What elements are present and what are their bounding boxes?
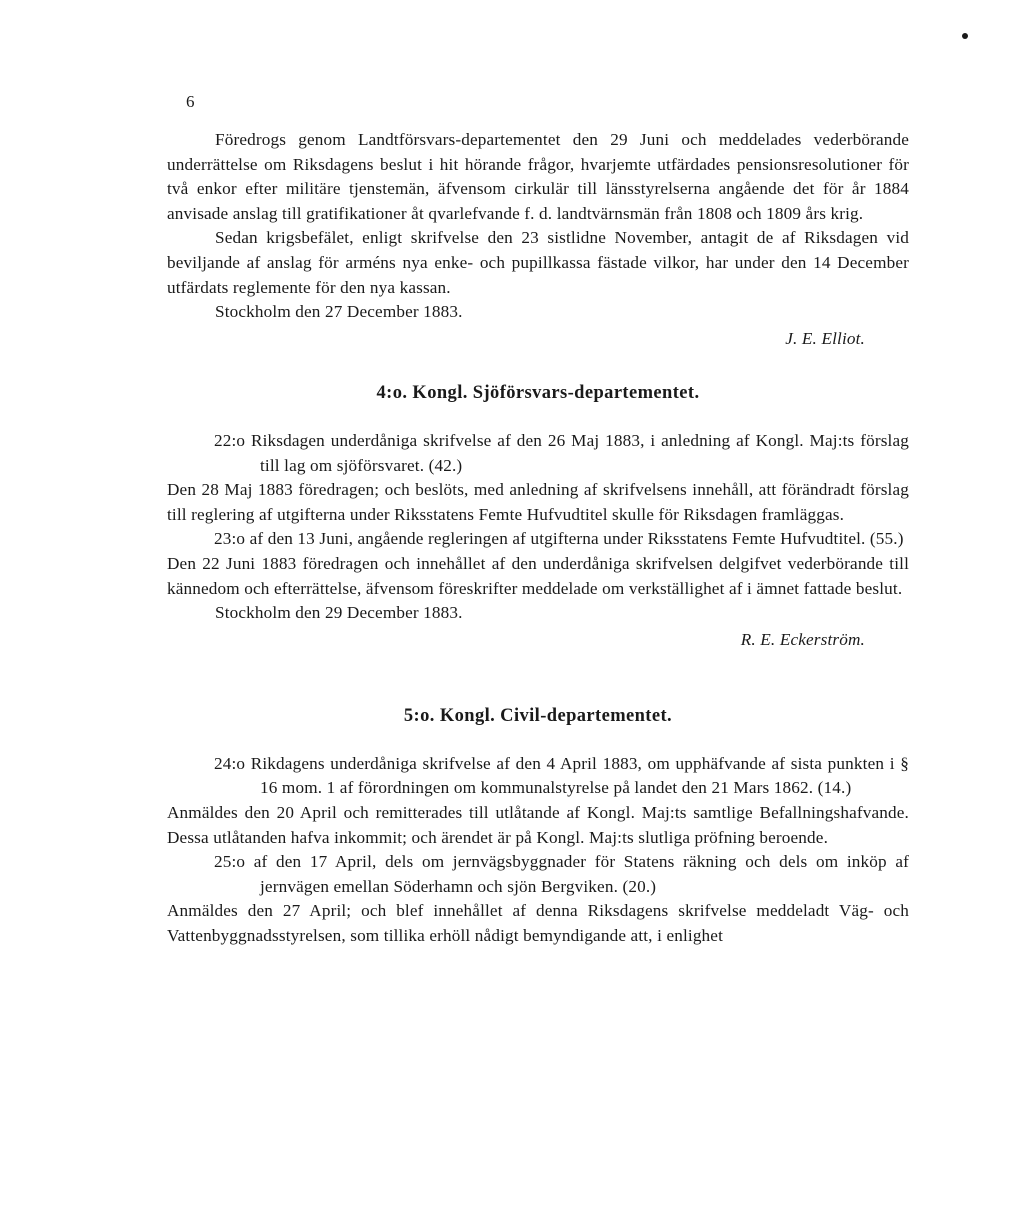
date-line-elliot: Stockholm den 27 December 1883. (215, 302, 463, 322)
corner-dot-mark (962, 33, 968, 39)
paragraph-landtforsvar: Föredrogs genom Landtförsvars-departementet den 29 Juni och meddelades vederbörande underrättelse om Riksdagens beslut i hit hörande frågor, hvarjemte utfärdades pensionsresolutioner för två enkor efter militäre tjenstemän, äfvensom cirkulär till länsstyrelserna angående det för år 1884 anvisade anslag till gratifikationer åt qvarlefvande f. d. landtvärnsmän från 1808 och 1809 års krig. (167, 130, 909, 223)
paragraph-item-22: Den 28 Maj 1883 föredragen; och beslöts, med anledning af skrifvelsens innehåll, att förändradt förslag till reglering af utgifterna under Riksstatens Femte Hufvudtitel skulle för Riksdagen framläggas. (167, 480, 909, 524)
document-body (167, 128, 909, 949)
date-line-eckerstrom: Stockholm den 29 December 1883. (215, 603, 463, 623)
paragraph-item-25: Anmäldes den 27 April; och blef innehållet af denna Riksdagens skrifvelse meddeladt Väg- och Vattenbyggnadsstyrelsen, som tillika erhöll nådigt bemyndigande att, i enlighet (167, 901, 909, 946)
section-heading-sjoforsvar: 4:o. Kongl. Sjöförsvars-departementet. (376, 383, 700, 404)
signature-elliot: J. E. Elliot. (785, 328, 865, 348)
paragraph-krigsbefalet: Sedan krigsbefälet, enligt skrifvelse den 23 sistlidne November, antagit de af Riksdagen vid beviljande af anslag för arméns nya enke- och pupillkassa fästade vilkor, har under den 14 December utfärdats reglemente för den nya kassan. (167, 228, 909, 297)
paragraph-item-24: Anmäldes den 20 April och remitterades till utlåtande af Kongl. Maj:ts samtlige Befallningshafvande. Dessa utlåtanden hafva inkommit; och ärendet är på Kongl. Maj:ts slutliga pröfning beroende. (167, 803, 909, 847)
paragraph-item-23: Den 22 Juni 1883 föredragen och innehållet af den underdåniga skrifvelsen delgifvet vederbörande till kännedom och efterrättelse, äfvensom föreskrifter meddelade om verkställighet af i ämnet fattade beslut. (167, 553, 909, 598)
item-22: 22:o Riksdagen underdåniga skrifvelse af den 26 Maj 1883, i anledning af Kongl. Maj:ts förslag till lag om sjöförsvaret. (42.) (214, 430, 909, 475)
item-25: 25:o af den 17 April, dels om jernvägsbyggnader för Statens räkning och dels om inköp af jernvägen emellan Söderhamn och sjön Bergviken. (20.) (214, 852, 909, 896)
page-number: 6 (186, 92, 195, 111)
signature-eckerstrom: R. E. Eckerström. (740, 629, 865, 649)
item-24: 24:o Rikdagens underdåniga skrifvelse af den 4 April 1883, om upphäfvande af sista punkten i § 16 mom. 1 af förordningen om kommunalstyrelse på landet den 21 Mars 1862. (14.) (214, 753, 909, 798)
item-23: 23:o af den 13 Juni, angående regleringen af utgifterna under Riksstatens Femte Hufvudtitel. (55.) (214, 529, 904, 549)
section-heading-civil: 5:o. Kongl. Civil-departementet. (403, 706, 673, 727)
